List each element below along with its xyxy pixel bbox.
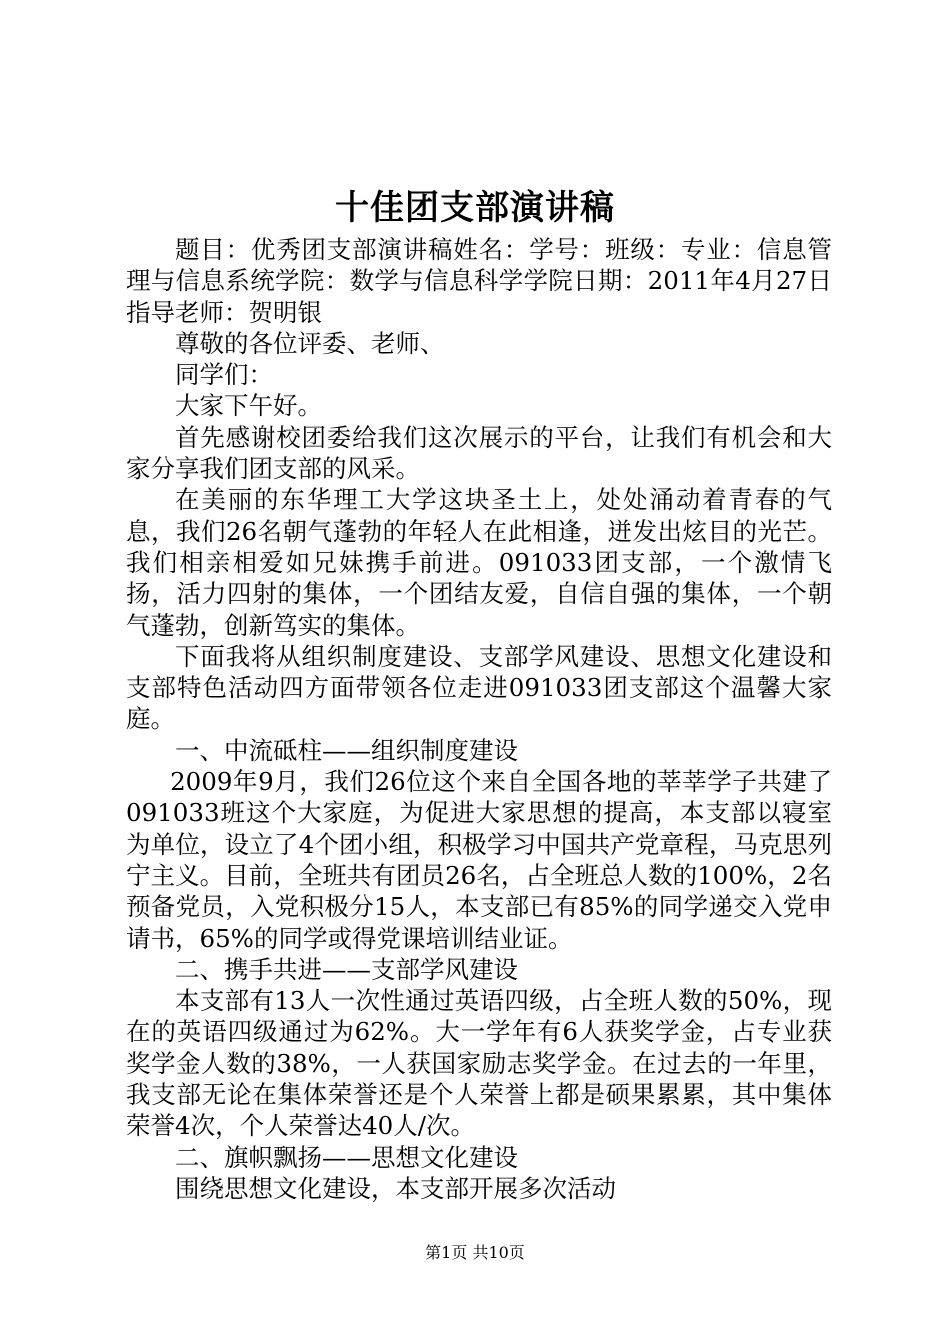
paragraph-salutation: 尊敬的各位评委、老师、 (175, 328, 445, 358)
page-number: 第1页 共10页 (425, 1243, 525, 1262)
paragraph-greeting: 大家下午好。 (175, 391, 322, 421)
paragraph-section-2: 本支部有13人一次性通过英语四级，占全班人数的50%，现在的英语四级通过为62%。大一学年有6人获奖学金，占专业获奖学金人数的38%，一人获国家励志奖学金。在过去的一年里，我支部无论在集体荣誉还是个人荣誉上都是硕果累累，其中集体荣誉4次，个人荣誉达40人/次。 (126, 986, 832, 1141)
paragraph-overview: 下面我将从组织制度建设、支部学风建设、思想文化建设和支部特色活动四方面带领各位走进091033团支部这个温馨大家庭。 (126, 641, 832, 734)
paragraph-salutation-2: 同学们： (175, 360, 273, 390)
paragraph-section-3: 围绕思想文化建设，本支部开展多次活动 (175, 1173, 616, 1203)
paragraph-thanks: 首先感谢校团委给我们这次展示的平台，让我们有机会和大家分享我们团支部的风采。 (126, 422, 832, 484)
document-body (126, 234, 832, 1204)
paragraph-header-info: 题目：优秀团支部演讲稿姓名：学号：班级：专业：信息管理与信息系统学院：数学与信息科学学院日期：2011年4月27日指导老师：贺明银 (126, 235, 832, 327)
section-heading-1: 一、中流砥柱——组织制度建设 (175, 735, 518, 765)
section-heading-2: 二、携手共进——支部学风建设 (175, 954, 518, 984)
document-title: 十佳团支部演讲稿 (335, 188, 615, 228)
paragraph-intro: 在美丽的东华理工大学这块圣土上，处处涌动着青春的气息，我们26名朝气蓬勃的年轻人在此相逢，迸发出炫目的光芒。我们相亲相爱如兄妹携手前进。091033团支部，一个激情飞扬，活力四射的集体，一个团结友爱，自信自强的集体，一个朝气蓬勃，创新笃实的集体。 (126, 485, 832, 640)
paragraph-section-1: 2009年9月，我们26位这个来自全国各地的莘莘学子共建了091033班这个大家庭，为促进大家思想的提高，本支部以寝室为单位，设立了4个团小组，积极学习中国共产党章程，马克思列宁主义。目前，全班共有团员26名，占全班总人数的100%，2名预备党员，入党积极分15人，本支部已有85%的同学递交入党申请书，65%的同学或得党课培训结业证。 (126, 767, 832, 953)
section-heading-3: 二、旗帜飘扬——思想文化建设 (175, 1142, 518, 1172)
